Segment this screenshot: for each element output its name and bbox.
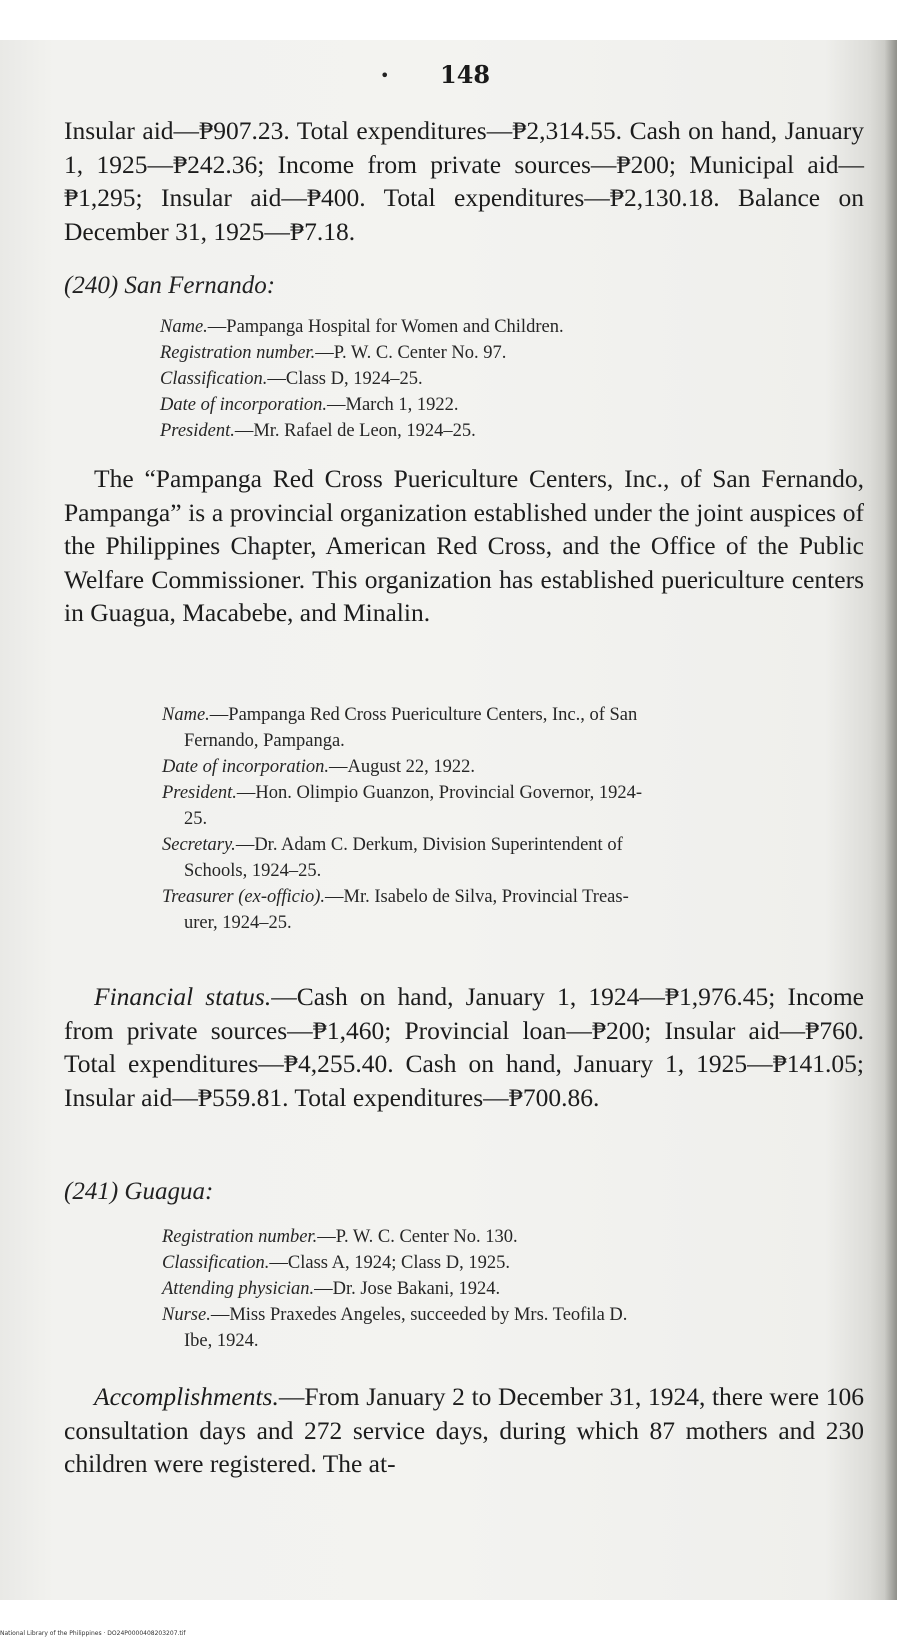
detail-line: President.—Hon. Olimpio Guanzon, Provincial Governor, 1924- 25. — [162, 783, 643, 829]
guagua-details — [162, 1224, 852, 1354]
section-number: (241) — [64, 1178, 119, 1205]
detail-line: Date of incorporation.—March 1, 1922. — [160, 395, 459, 415]
detail-line: President.—Mr. Rafael de Leon, 1924–25. — [160, 421, 476, 441]
book-spine-shadow — [885, 40, 897, 1600]
ink-dot: • — [380, 66, 390, 85]
paragraph-financial-status: Financial status.—Cash on hand, January 1, 1924—₱1,976.45; Income from private sources—₱1,460; Provincial loan—₱200; Insular aid—₱760. Total expenditures—₱4,255.40. Cash on hand, January 1, 1925—₱141.05; Insular aid—₱559.81. Total expenditures—₱700.86. — [64, 982, 864, 1112]
paragraph-funds: Insular aid—₱907.23. Total expenditures—₱2,314.55. Cash on hand, January 1, 1925—₱242.36; Income from private sources—₱200; Municipal aid—₱1,295; Insular aid—₱400. Total expenditures—₱2,130.18. Balance on December 31, 1925—₱7.18. — [64, 116, 864, 246]
detail-line: Registration number.—P. W. C. Center No. 130. — [162, 1227, 518, 1247]
hospital-details — [160, 314, 850, 444]
page-number: 148 — [440, 60, 491, 89]
detail-line: Attending physician.—Dr. Jose Bakani, 1924. — [162, 1279, 501, 1299]
paragraph-red-cross: The “Pampanga Red Cross Puericulture Centers, Inc., of San Fernando, Pampanga” is a provincial organization established under the joint auspices of the Philippines Chapter, American Red Cross, and the Office of the Public Welfare Commissioner. This organization has established puericulture centers in Guagua, Macabebe, and Minalin. — [64, 464, 864, 627]
section-title: San Fernando: — [124, 272, 276, 299]
detail-line: Nurse.—Miss Praxedes Angeles, succeeded by Mrs. Teofila D. Ibe, 1924. — [162, 1305, 628, 1351]
red-cross-details — [162, 702, 852, 936]
detail-line: Date of incorporation.—August 22, 1922. — [162, 757, 475, 777]
paragraph-accomplishments: Accomplishments.—From January 2 to December 31, 1924, there were 106 consultation days and 272 service days, during which 87 mothers and 230 children were registered. The at- — [64, 1382, 864, 1478]
detail-line: Classification.—Class D, 1924–25. — [160, 369, 423, 389]
section-number: (240) — [64, 272, 119, 299]
detail-line: Registration number.—P. W. C. Center No. 97. — [160, 343, 507, 363]
detail-line: Treasurer (ex-officio).—Mr. Isabelo de Silva, Provincial Treas- urer, 1924–25. — [162, 887, 629, 933]
detail-line: Classification.—Class A, 1924; Class D, 1925. — [162, 1253, 510, 1273]
section-heading-240 — [64, 272, 275, 300]
section-title: Guagua: — [124, 1178, 214, 1205]
scan-footer: National Library of the Philippines · DO24P0000408203207.tif — [0, 1630, 186, 1637]
detail-line: Name.—Pampanga Red Cross Puericulture Centers, Inc., of San Fernando, Pampanga. — [162, 705, 638, 751]
section-heading-241 — [64, 1178, 213, 1206]
detail-line: Name.—Pampanga Hospital for Women and Children. — [160, 317, 564, 337]
detail-line: Secretary.—Dr. Adam C. Derkum, Division Superintendent of Schools, 1924–25. — [162, 835, 623, 881]
